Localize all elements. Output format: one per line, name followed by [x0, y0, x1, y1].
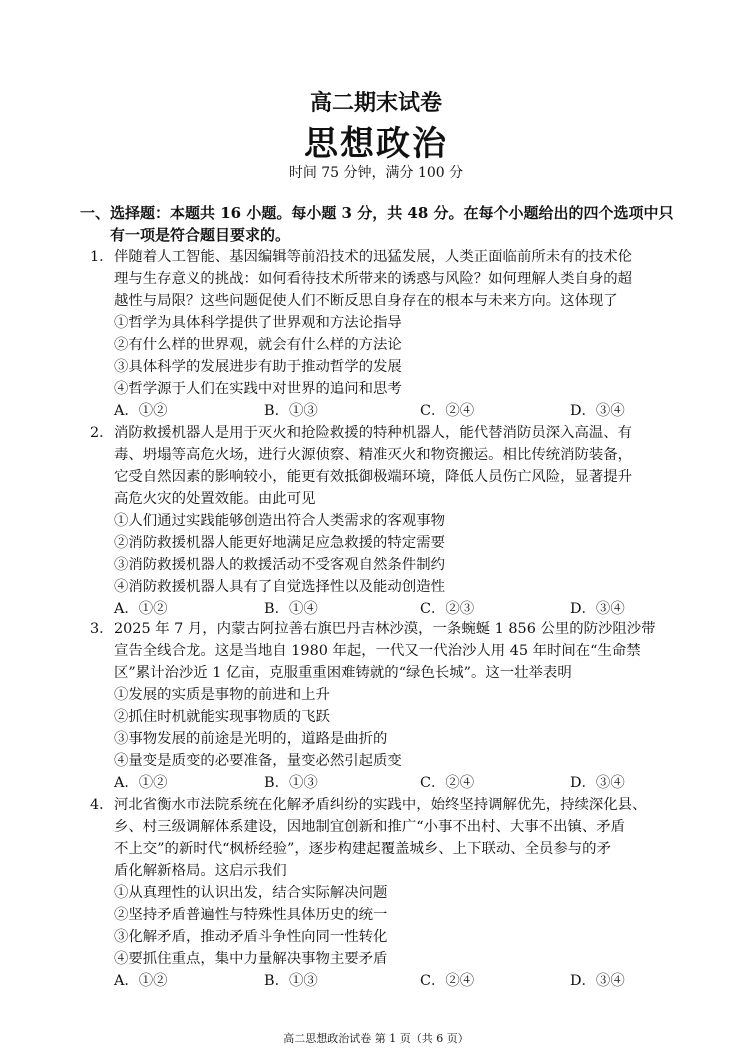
question-stem-line: 乡、村三级调解体系建设，因地制宜创新和推广“小事不出村、大事不出镇、矛盾	[114, 819, 626, 835]
section-line-2: 有一项是符合题目要求的。	[110, 226, 291, 244]
question-stem-line: 宣告全线合龙。这是当地自 1980 年起，一代又一代治沙人用 45 年时间在“生命禁	[114, 643, 641, 659]
statement: ③化解矛盾，推动矛盾斗争性向同一性转化	[114, 929, 388, 945]
option-d: D．③④	[570, 775, 625, 791]
question-4	[90, 794, 680, 992]
option-c: C．②④	[420, 973, 475, 989]
question-stem-line: 伴随着人工智能、基因编辑等前沿技术的迅猛发展，人类正面临前所未有的技术伦	[114, 249, 633, 265]
question-stem-line: 它受自然因素的影响较小，能更有效抵御极端环境，降低人员伤亡风险，显著提升	[114, 469, 633, 485]
statement: ③事物发展的前途是光明的，道路是曲折的	[114, 731, 388, 747]
option-d: D．③④	[570, 973, 625, 989]
exam-subtitle: 高二期末试卷	[309, 90, 442, 116]
options-row	[114, 970, 680, 992]
question-stem-line: 区”累计治沙近 1 亿亩，克服重重困难铸就的“绿色长城”。这一壮举表明	[114, 665, 572, 681]
question-stem-line: 消防救援机器人是用于灭火和抢险救援的特种机器人，能代替消防员深入高温、有	[114, 425, 633, 441]
option-d: D．③④	[570, 403, 625, 419]
option-b: B．①③	[264, 403, 318, 419]
option-d: D．③④	[570, 601, 625, 617]
statement: ③具体科学的发展进步有助于推动哲学的发展	[114, 359, 402, 375]
statement: ①发展的实质是事物的前进和上升	[114, 687, 330, 703]
option-a: A．①②	[114, 601, 168, 617]
option-c: C．②③	[420, 601, 475, 617]
option-c: C．②④	[420, 775, 475, 791]
option-b: B．①③	[264, 775, 318, 791]
statement: ③消防救援机器人的救援活动不受客观自然条件制约	[114, 557, 445, 573]
question-number: 4．	[90, 797, 114, 813]
option-b: B．①③	[264, 973, 318, 989]
option-b: B．①④	[264, 601, 318, 617]
statement: ①从真理性的认识出发，结合实际解决问题	[114, 885, 388, 901]
question-number: 2．	[90, 425, 114, 441]
option-a: A．①②	[114, 403, 168, 419]
statement: ②有什么样的世界观，就会有什么样的方法论	[114, 337, 402, 353]
question-stem-line: 越性与局限？这些问题促使人们不断反思自身存在的根本与未来方向。这体现了	[114, 293, 618, 309]
statement: ②抓住时机就能实现事物质的飞跃	[114, 709, 330, 725]
question-number: 1．	[90, 249, 114, 265]
statement: ②坚持矛盾普遍性与特殊性具体历史的统一	[114, 907, 388, 923]
question-2	[90, 422, 680, 620]
statement: ④量变是质变的必要准备，量变必然引起质变	[114, 753, 402, 769]
page-footer: 高二思想政治试卷 第 1 页（共 6 页）	[283, 1032, 469, 1045]
exam-title: 思想政治	[304, 124, 448, 164]
option-a: A．①②	[114, 775, 168, 791]
section-line-1: 一、选择题：本题共 16 小题。每小题 3 分，共 48 分。在每个小题给出的四个选项中只	[80, 204, 674, 222]
statement: ④消防救援机器人具有了自觉选择性以及能动创造性	[114, 579, 445, 595]
question-stem-line: 河北省衡水市法院系统在化解矛盾纠纷的实践中，始终坚持调解优先，持续深化县、	[114, 797, 647, 813]
options-row	[114, 598, 680, 620]
exam-meta: 时间 75 分钟，满分 100 分	[288, 165, 464, 181]
question-3	[90, 618, 680, 794]
question-stem-line: 理与生存意义的挑战：如何看待技术所带来的诱惑与风险？如何理解人类自身的超	[114, 271, 633, 287]
statement: ④哲学源于人们在实践中对世界的追问和思考	[114, 381, 402, 397]
question-number: 3．	[90, 621, 114, 637]
question-stem-line: 盾化解新格局。这启示我们	[114, 863, 287, 879]
option-a: A．①②	[114, 973, 168, 989]
statement: ①人们通过实践能够创造出符合人类需求的客观事物	[114, 513, 445, 529]
question-stem-line: 2025 年 7 月，内蒙古阿拉善右旗巴丹吉林沙漠，一条蜿蜒 1 856 公里的防沙阻沙带	[114, 621, 656, 637]
statement: ②消防救援机器人能更好地满足应急救援的特定需要	[114, 535, 445, 551]
question-stem-line: 毒、坍塌等高危火场，进行火源侦察、精准灭火和物资搬运。相比传统消防装备，	[114, 447, 633, 463]
section-heading	[80, 202, 680, 246]
option-c: C．②④	[420, 403, 475, 419]
statement: ④要抓住重点，集中力量解决事物主要矛盾	[114, 951, 388, 967]
statement: ①哲学为具体科学提供了世界观和方法论指导	[114, 315, 402, 331]
question-1	[90, 246, 680, 422]
question-stem-line: 高危火灾的处置效能。由此可见	[114, 491, 316, 507]
options-row	[114, 772, 680, 794]
options-row	[114, 400, 680, 422]
question-stem-line: 不上交”的新时代“枫桥经验”，逐步构建起覆盖城乡、上下联动、全员参与的矛	[114, 841, 611, 857]
